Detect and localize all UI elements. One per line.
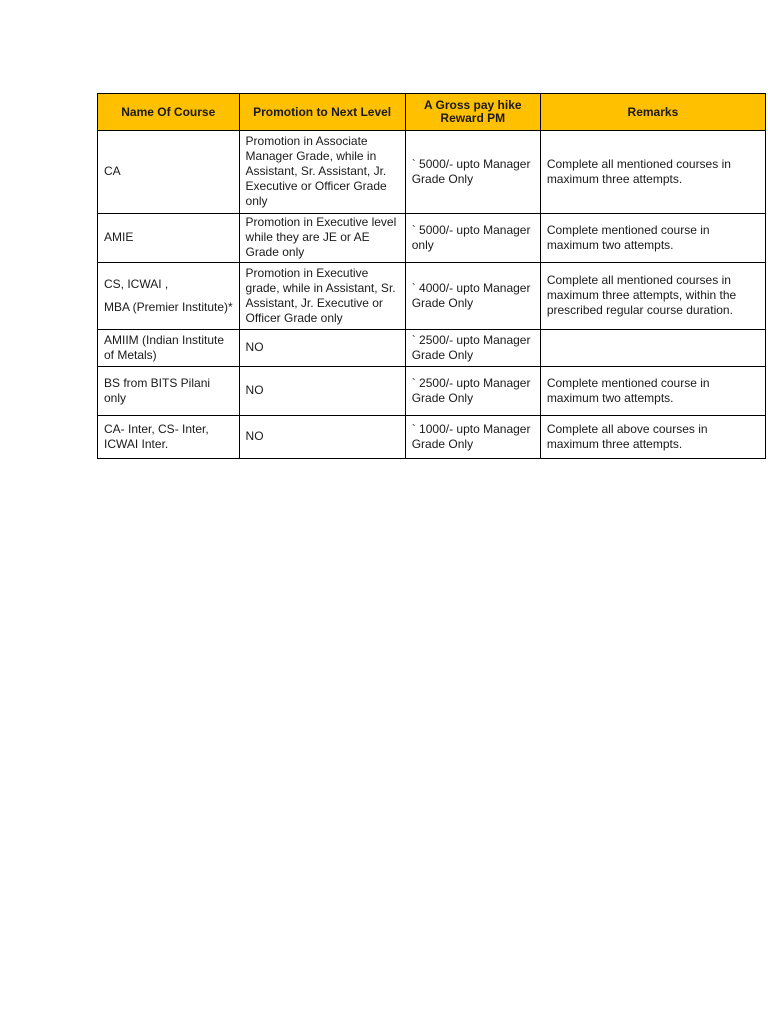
remarks-cell: Complete mentioned course in maximum two attempts. <box>540 367 765 416</box>
course-name: CA- Inter, CS- Inter, ICWAI Inter. <box>104 421 209 451</box>
course-cell <box>98 214 240 263</box>
course-reward-table <box>97 93 766 459</box>
course-cell <box>98 367 240 416</box>
promotion-cell: Promotion in Executive grade, while in Assistant, Sr. Assistant, Jr. Executive or Officer Grade only <box>239 263 405 330</box>
course-name: BS from BITS Pilani only <box>104 375 211 405</box>
reward-cell: ` 5000/- upto Manager Grade Only <box>405 131 540 214</box>
table-row <box>98 131 766 214</box>
table-row <box>98 214 766 263</box>
course-name: AMIIM (Indian Institute of Metals) <box>104 332 225 362</box>
remarks-cell: Complete all mentioned courses in maximum three attempts, within the prescribed regular course duration. <box>540 263 765 330</box>
header-remarks: Remarks <box>540 94 765 131</box>
header-reward: A Gross pay hike Reward PM <box>405 94 540 131</box>
remarks-cell: Complete all mentioned courses in maximum three attempts. <box>540 131 765 214</box>
reward-cell: ` 1000/- upto Manager Grade Only <box>405 416 540 459</box>
table-header-row <box>98 94 766 131</box>
table-row <box>98 263 766 330</box>
course-cell <box>98 131 240 214</box>
course-cell <box>98 416 240 459</box>
promotion-cell: NO <box>239 367 405 416</box>
course-name: CA <box>104 164 121 178</box>
course-name: CS, ICWAI , <box>104 276 169 291</box>
table-row <box>98 330 766 367</box>
reward-cell: ` 5000/- upto Manager only <box>405 214 540 263</box>
table-row <box>98 367 766 416</box>
course-name: MBA (Premier Institute)* <box>104 299 233 314</box>
promotion-cell: NO <box>239 330 405 367</box>
promotion-cell: Promotion in Associate Manager Grade, while in Assistant, Sr. Assistant, Jr. Executive or Officer Grade only <box>239 131 405 214</box>
remarks-cell: Complete mentioned course in maximum two attempts. <box>540 214 765 263</box>
remarks-cell <box>540 330 765 367</box>
remarks-cell: Complete all above courses in maximum three attempts. <box>540 416 765 459</box>
course-name: AMIE <box>104 230 134 244</box>
reward-cell: ` 4000/- upto Manager Grade Only <box>405 263 540 330</box>
promotion-cell: Promotion in Executive level while they are JE or AE Grade only <box>239 214 405 263</box>
reward-cell: ` 2500/- upto Manager Grade Only <box>405 367 540 416</box>
table-row <box>98 416 766 459</box>
promotion-cell: NO <box>239 416 405 459</box>
reward-cell: ` 2500/- upto Manager Grade Only <box>405 330 540 367</box>
header-name-of-course: Name Of Course <box>98 94 240 131</box>
course-cell <box>98 263 240 330</box>
header-promotion: Promotion to Next Level <box>239 94 405 131</box>
course-cell <box>98 330 240 367</box>
